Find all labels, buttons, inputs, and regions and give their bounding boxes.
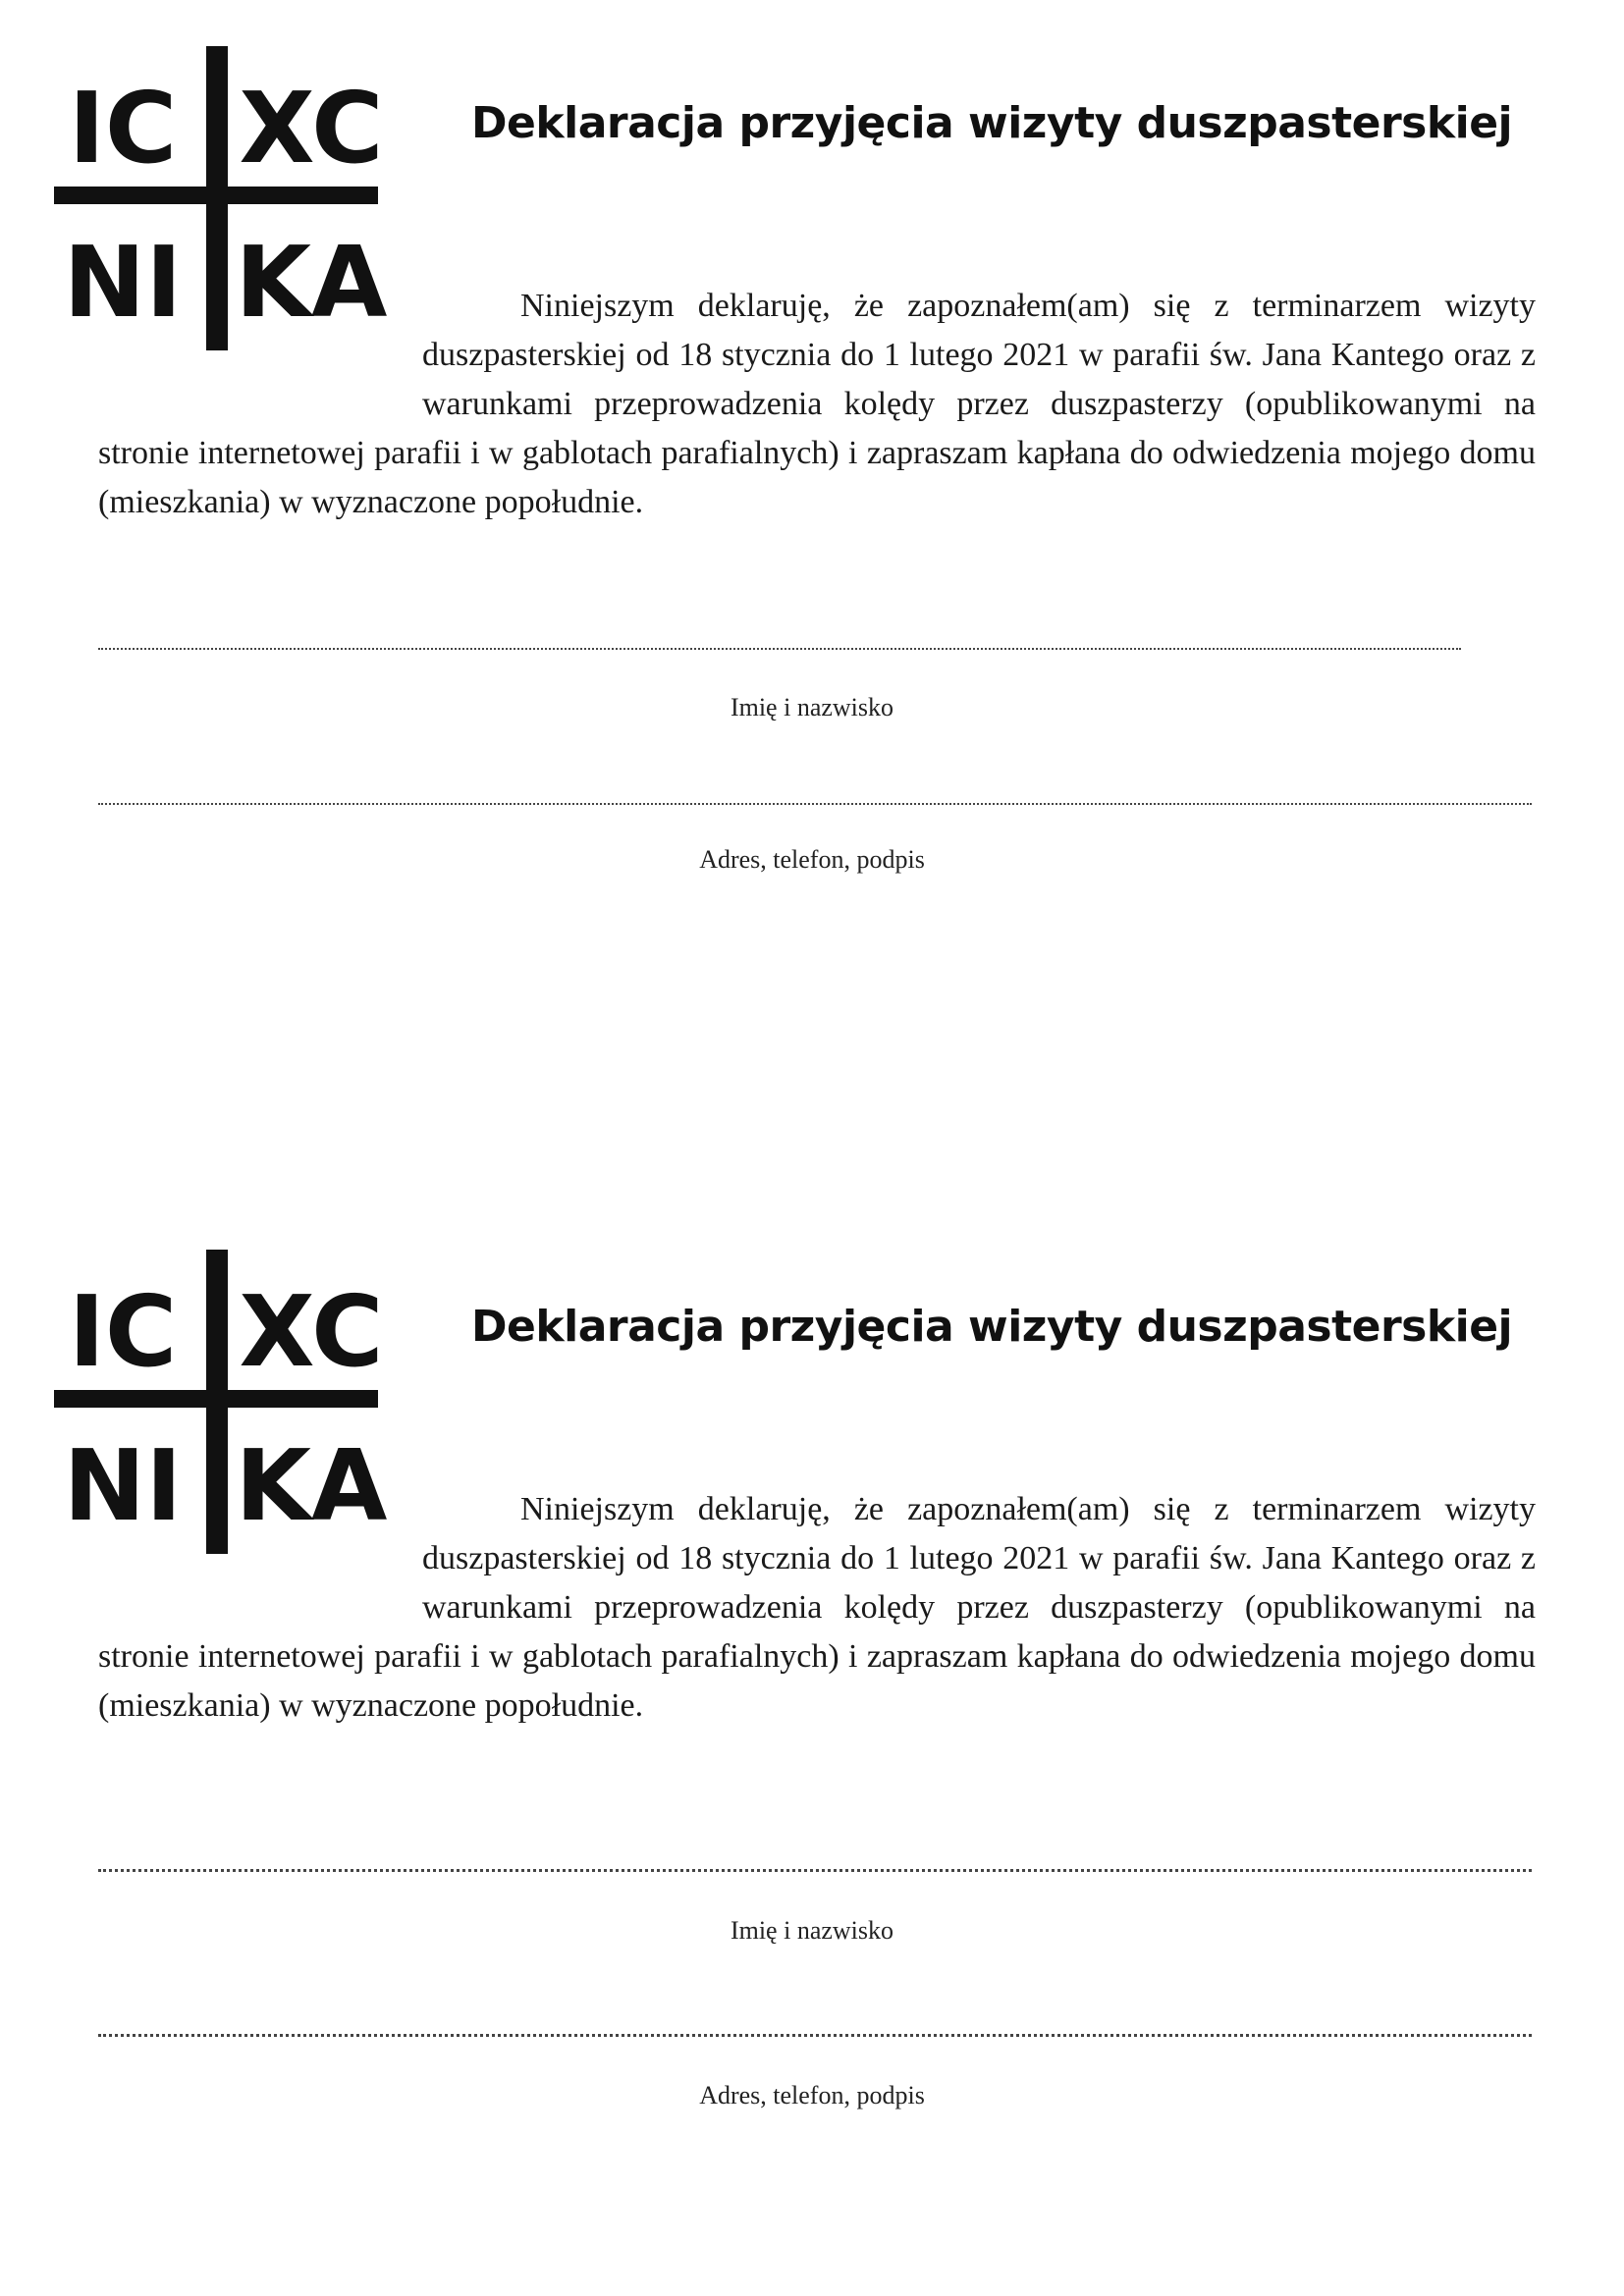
address-fill-line[interactable] <box>98 2034 1532 2037</box>
svg-text:IC: IC <box>68 1274 178 1389</box>
form-title: Deklaracja przyjęcia wizyty duszpasterskiej <box>471 98 1513 148</box>
declaration-text: Niniejszym deklaruję, że zapoznałem(am) się z terminarzem wizyty duszpasterskiej od 18 stycznia do 1 lutego 2021 w parafii św. Jana Kantego oraz z warunkami przeprowadzenia kolędy przez duszpasterzy (opublikowanymi na stronie internetowej parafii i w gablotach parafialnych) i zapraszam kapłana do odwiedzenia mojego domu (mieszkania) w wyznaczone popołudnie. <box>98 1491 1536 1724</box>
name-label: Imię i nazwisko <box>730 693 894 721</box>
svg-text:XC: XC <box>239 1274 384 1389</box>
address-label: Adres, telefon, podpis <box>699 2081 925 2109</box>
address-fill-line[interactable] <box>98 803 1532 805</box>
svg-text:IC: IC <box>68 71 178 186</box>
svg-text:NI: NI <box>63 225 183 340</box>
svg-text:KA: KA <box>235 225 388 340</box>
svg-text:KA: KA <box>235 1428 388 1543</box>
name-fill-line[interactable] <box>98 1869 1532 1872</box>
svg-text:NI: NI <box>63 1428 183 1543</box>
svg-text:XC: XC <box>239 71 384 186</box>
name-label: Imię i nazwisko <box>730 1916 894 1945</box>
declaration-form-2 <box>0 1203 1624 2283</box>
declaration-form-1 <box>0 0 1624 1080</box>
declaration-text: Niniejszym deklaruję, że zapoznałem(am) się z terminarzem wizyty duszpasterskiej od 18 stycznia do 1 lutego 2021 w parafii św. Jana Kantego oraz z warunkami przeprowadzenia kolędy przez duszpasterzy (opublikowanymi na stronie internetowej parafii i w gablotach parafialnych) i zapraszam kapłana do odwiedzenia mojego domu (mieszkania) w wyznaczone popołudnie. <box>98 288 1536 520</box>
name-fill-line[interactable] <box>98 648 1461 650</box>
address-label: Adres, telefon, podpis <box>699 845 925 874</box>
form-title: Deklaracja przyjęcia wizyty duszpasterskiej <box>471 1302 1513 1352</box>
